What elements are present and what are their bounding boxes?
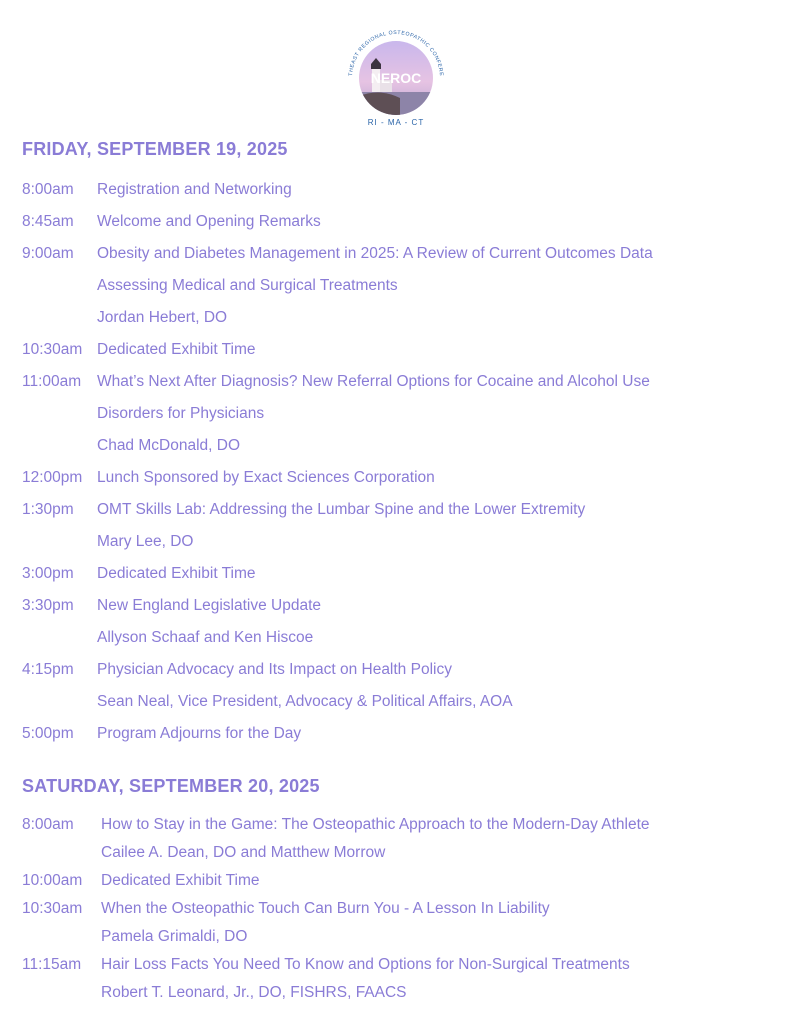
session-time: 3:30pm	[22, 597, 74, 614]
session-text: Registration and Networking	[97, 181, 292, 198]
session-text: Hair Loss Facts You Need To Know and Options for Non-Surgical Treatments	[101, 956, 630, 973]
session-time: 11:15am	[22, 956, 82, 973]
speaker-text: Sean Neal, Vice President, Advocacy & Political Affairs, AOA	[97, 693, 513, 710]
session-text: Assessing Medical and Surgical Treatments	[97, 277, 398, 294]
session-text: How to Stay in the Game: The Osteopathic Approach to the Modern-Day Athlete	[101, 816, 650, 833]
session-text: When the Osteopathic Touch Can Burn You - A Lesson In Liability	[101, 900, 550, 917]
speaker-text: Pamela Grimaldi, DO	[101, 928, 248, 945]
session-text: What’s Next After Diagnosis? New Referral Options for Cocaine and Alcohol Use	[97, 373, 650, 390]
session-time: 8:45am	[22, 213, 74, 230]
session-time: 3:00pm	[22, 565, 74, 582]
session-time: 11:00am	[22, 373, 82, 390]
speaker-text: Mary Lee, DO	[97, 533, 194, 550]
session-time: 9:00am	[22, 245, 74, 262]
logo-bottom-text: RI - MA - CT	[367, 118, 425, 127]
session-text: Obesity and Diabetes Management in 2025: A Review of Current Outcomes Data	[97, 245, 653, 262]
session-time: 8:00am	[22, 181, 74, 198]
session-time: 12:00pm	[22, 469, 83, 486]
session-text: Program Adjourns for the Day	[97, 725, 302, 742]
speaker-text: Cailee A. Dean, DO and Matthew Morrow	[101, 844, 386, 861]
session-text: New England Legislative Update	[97, 597, 322, 614]
session-text: Dedicated Exhibit Time	[101, 872, 260, 889]
saturday-heading: SATURDAY, SEPTEMBER 20, 2025	[22, 776, 320, 796]
session-text: Disorders for Physicians	[97, 405, 265, 422]
session-time: 5:00pm	[22, 725, 74, 742]
session-time: 8:00am	[22, 816, 74, 833]
logo-arc-text: THEAST REGIONAL OSTEOPATHIC CONFERE	[348, 29, 445, 77]
session-text: Lunch Sponsored by Exact Sciences Corporation	[97, 469, 435, 486]
session-time: 10:30am	[22, 900, 83, 917]
session-time: 4:15pm	[22, 661, 74, 678]
friday-heading: FRIDAY, SEPTEMBER 19, 2025	[22, 139, 288, 159]
session-text: Physician Advocacy and Its Impact on Health Policy	[97, 661, 452, 678]
session-text: OMT Skills Lab: Addressing the Lumbar Spine and the Lower Extremity	[97, 501, 586, 518]
logo-center-text: NEROC	[370, 70, 422, 86]
speaker-text: Robert T. Leonard, Jr., DO, FISHRS, FAACS	[101, 984, 407, 1001]
neroc-logo	[340, 22, 452, 134]
session-time: 10:30am	[22, 341, 83, 358]
session-text: Dedicated Exhibit Time	[97, 565, 256, 582]
session-time: 1:30pm	[22, 501, 74, 518]
speaker-text: Jordan Hebert, DO	[97, 309, 228, 326]
lighthouse-image	[340, 22, 452, 134]
speaker-text: Chad McDonald, DO	[97, 437, 241, 454]
session-time: 10:00am	[22, 872, 83, 889]
session-text: Dedicated Exhibit Time	[97, 341, 256, 358]
session-text: Welcome and Opening Remarks	[97, 213, 321, 230]
speaker-text: Allyson Schaaf and Ken Hiscoe	[97, 629, 314, 646]
